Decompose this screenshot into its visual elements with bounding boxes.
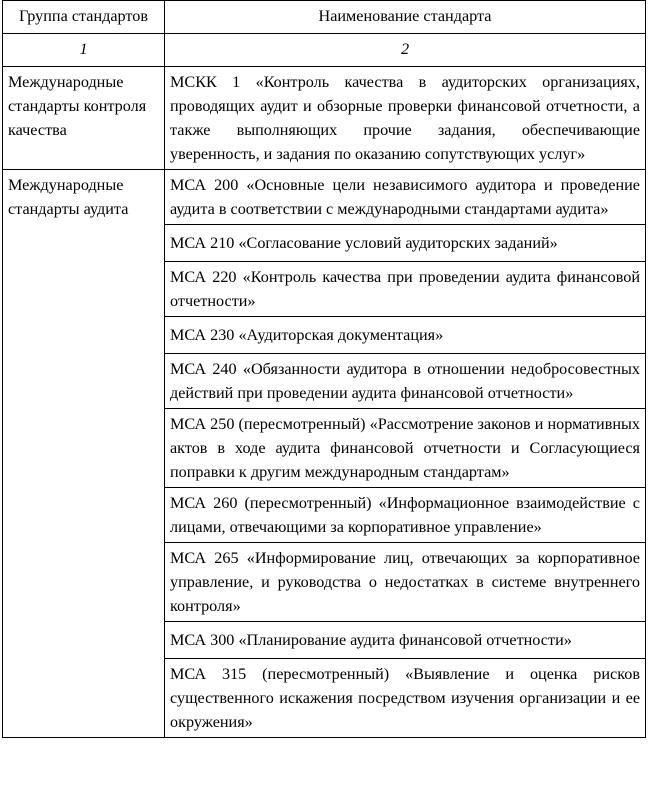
- header-group: Группа стандартов: [3, 1, 165, 34]
- standard-isa-300: МСА 300 «Планирование аудита финансовой отчетности»: [165, 622, 646, 659]
- group-auditing-standards: Международные стандарты аудита: [3, 170, 165, 738]
- standard-isa-230: МСА 230 «Аудиторская документация»: [165, 317, 646, 354]
- standard-isa-240: МСА 240 «Обязанности аудитора в отношении недобросовестных действий при проведении аудита финансовой отчетности»: [165, 354, 646, 409]
- standard-iscq-1: МСКК 1 «Контроль качества в аудиторских организациях, проводящих аудит и обзорные проверки финансовой отчетности, а также выполняющих прочие задания, обеспечивающие уверенность, и задания по оказанию сопутствующих услуг»: [165, 67, 646, 170]
- column-number-row: [3, 34, 646, 67]
- standards-table: [2, 0, 646, 738]
- standard-isa-315: МСА 315 (пересмотренный) «Выявление и оценка рисков существенного искажения посредством изучения организации и ее окружения»: [165, 659, 646, 738]
- group-quality-control: Международные стандарты контроля качества: [3, 67, 165, 170]
- header-row: [3, 1, 646, 34]
- standard-isa-210: МСА 210 «Согласование условий аудиторских заданий»: [165, 225, 646, 262]
- column-number-name: 2: [165, 34, 646, 67]
- column-number-group: 1: [3, 34, 165, 67]
- standard-isa-220: МСА 220 «Контроль качества при проведении аудита финансовой отчетности»: [165, 262, 646, 317]
- standard-isa-200: МСА 200 «Основные цели независимого аудитора и проведение аудита в соответствии с международными стандартами аудита»: [165, 170, 646, 225]
- standard-isa-265: МСА 265 «Информирование лиц, отвечающих за корпоративное управление, и руководства о недостатках в системе внутреннего контроля»: [165, 543, 646, 622]
- table-row: [3, 170, 646, 225]
- standard-isa-250: МСА 250 (пересмотренный) «Рассмотрение законов и нормативных актов в ходе аудита финансовой отчетности и Согласующиеся поправки к другим международным стандартам»: [165, 409, 646, 488]
- standard-isa-260: МСА 260 (пересмотренный) «Информационное взаимодействие с лицами, отвечающими за корпоративное управление»: [165, 488, 646, 543]
- header-name: Наименование стандарта: [165, 1, 646, 34]
- table-row: [3, 67, 646, 170]
